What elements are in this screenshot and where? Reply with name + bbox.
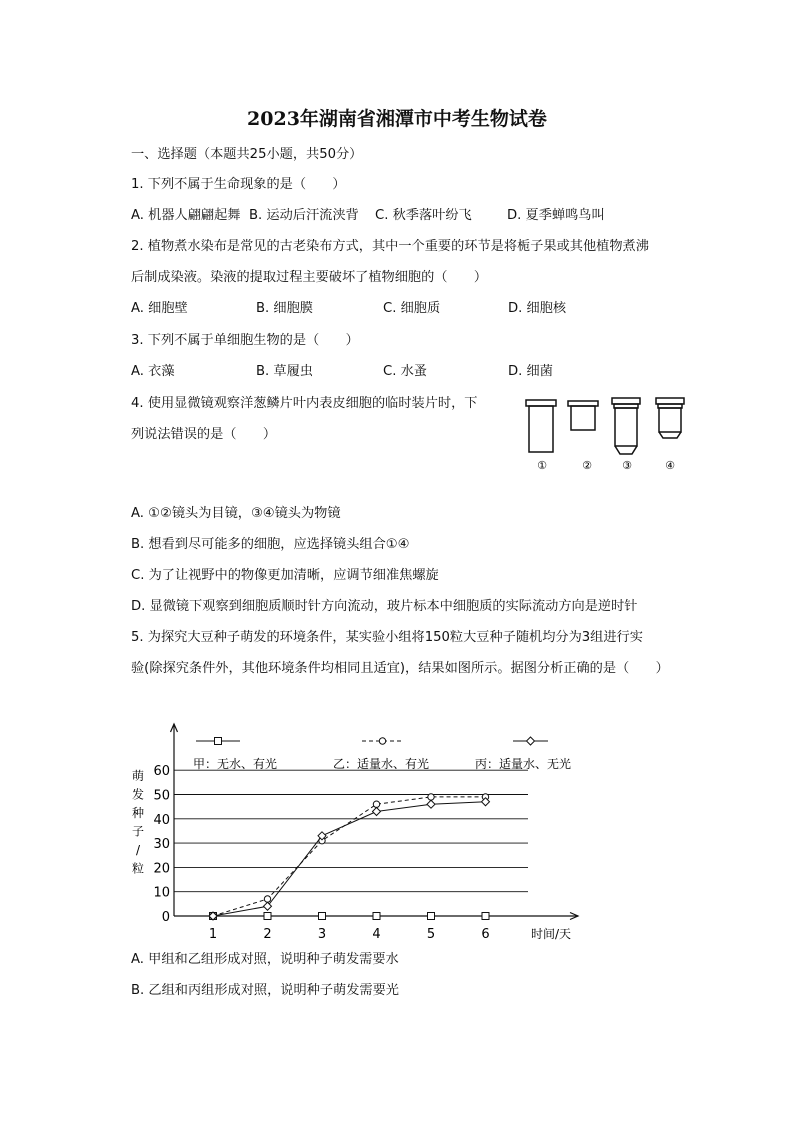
y-tick-label: 60 [153, 764, 170, 780]
q4-option-c[interactable]: C. 为了让视野中的物像更加清晰，应调节细准焦螺旋 [131, 568, 439, 583]
legend-marker [527, 737, 535, 745]
q3-option-d[interactable]: D. 细菌 [508, 364, 553, 379]
data-point [264, 913, 271, 920]
y-axis-label [132, 769, 144, 876]
lens-label-4: ④ [665, 459, 675, 472]
legend-marker [379, 738, 385, 744]
data-point [373, 808, 381, 816]
y-label-char: / [135, 843, 141, 857]
q5-option-b[interactable]: B. 乙组和丙组形成对照，说明种子萌发需要光 [131, 983, 399, 998]
y-tick-label: 20 [153, 861, 170, 877]
q4-option-a[interactable]: A. ①②镜头为目镜，③④镜头为物镜 [131, 506, 341, 521]
q1-option-b[interactable]: B. 运动后汗流浃背 [249, 208, 359, 223]
y-label-char: 粒 [131, 861, 145, 876]
q2-option-d[interactable]: D. 细胞核 [508, 301, 567, 316]
q3-option-a[interactable]: A. 衣藻 [131, 364, 175, 379]
series-circle [210, 794, 489, 919]
q5-stem-line2: 验(除探究条件外，其他环境条件均相同且适宜)，结果如图所示。据图分析正确的是（ ） [131, 661, 669, 676]
y-tick-label: 0 [161, 910, 170, 925]
q2-stem-line1: 2. 植物煮水染布是常见的古老染布方式，其中一个重要的环节是将栀子果或其他植物煮沸 [131, 239, 649, 254]
lens-label-1: ① [537, 459, 547, 472]
q3-stem: 3. 下列不属于单细胞生物的是（ ） [131, 333, 359, 348]
q4-stem-line1: 4. 使用显微镜观察洋葱鳞片叶内表皮细胞的临时装片时，下 [131, 396, 478, 411]
lens-3-icon [612, 398, 640, 454]
q5-option-a[interactable]: A. 甲组和乙组形成对照，说明种子萌发需要水 [131, 952, 399, 967]
x-axis-label: 时间/天 [531, 927, 572, 941]
microscope-lens-figure [520, 396, 696, 476]
data-point [428, 913, 435, 920]
legend-marker [215, 738, 222, 745]
data-point [482, 913, 489, 920]
x-tick-label: 2 [263, 927, 272, 942]
y-tick-label: 10 [153, 885, 170, 901]
x-tick-label: 6 [481, 927, 490, 942]
y-label-char: 子 [131, 824, 145, 839]
x-tick-label: 1 [208, 927, 218, 942]
y-tick-label: 30 [153, 837, 170, 853]
chart-series [209, 794, 490, 920]
lens-2-icon [568, 401, 598, 430]
x-tick-label: 5 [426, 927, 436, 942]
q1-option-a[interactable]: A. 机器人翩翩起舞 [131, 208, 241, 223]
series-diamond [209, 798, 490, 920]
q5-stem-line1: 5. 为探究大豆种子萌发的环境条件，某实验小组将150粒大豆种子随机均分为3组进行实 [131, 630, 643, 645]
series-square [210, 913, 490, 920]
legend-label: 丙：适量水、无光 [475, 757, 572, 771]
q4-stem-line2: 列说法错误的是（ ） [131, 427, 277, 442]
q1-option-c[interactable]: C. 秋季落叶纷飞 [375, 208, 472, 223]
data-point [264, 896, 270, 902]
data-point [373, 801, 379, 807]
q1-stem: 1. 下列不属于生命现象的是（ ） [131, 177, 346, 192]
q4-option-b[interactable]: B. 想看到尽可能多的细胞，应选择镜头组合①④ [131, 537, 410, 552]
y-tick-label: 40 [153, 812, 170, 828]
chart-grid [174, 770, 528, 892]
y-label-char: 种 [131, 806, 145, 820]
y-tick-label: 50 [153, 788, 170, 804]
lens-label-3: ③ [622, 459, 632, 472]
legend-label: 乙：适量水、有光 [333, 757, 430, 771]
data-point [264, 902, 272, 910]
q3-option-c[interactable]: C. 水蚤 [383, 364, 427, 379]
q2-option-c[interactable]: C. 细胞质 [383, 301, 441, 316]
section-heading: 一、选择题（本题共25小题，共50分） [131, 147, 363, 162]
y-label-char: 萌 [131, 769, 145, 783]
lens-label-2: ② [582, 459, 592, 472]
q4-option-d[interactable]: D. 显微镜下观察到细胞质顺时针方向流动，玻片标本中细胞质的实际流动方向是逆时针 [131, 599, 638, 614]
q3-option-b[interactable]: B. 草履虫 [256, 364, 313, 379]
q2-stem-line2: 后制成染液。染液的提取过程主要破坏了植物细胞的（ ） [131, 270, 488, 285]
legend-label: 甲：无水、有光 [193, 757, 278, 771]
x-tick-label: 3 [317, 927, 327, 942]
germination-chart [128, 718, 588, 948]
data-point [428, 794, 434, 800]
lens-4-icon [656, 398, 684, 438]
x-tick-label: 4 [372, 927, 381, 942]
lens-1-icon [526, 400, 556, 452]
chart-axes [171, 724, 579, 920]
data-point [319, 913, 326, 920]
page-title: 2023年湖南省湘潭市中考生物试卷 [247, 108, 547, 130]
q2-option-a[interactable]: A. 细胞壁 [131, 301, 188, 316]
y-label-char: 发 [131, 787, 145, 802]
q2-option-b[interactable]: B. 细胞膜 [256, 301, 313, 316]
series-line [213, 797, 486, 916]
data-point [373, 913, 380, 920]
chart-legend [193, 737, 571, 771]
q1-option-d[interactable]: D. 夏季蝉鸣鸟叫 [507, 208, 605, 223]
data-point [427, 800, 435, 808]
